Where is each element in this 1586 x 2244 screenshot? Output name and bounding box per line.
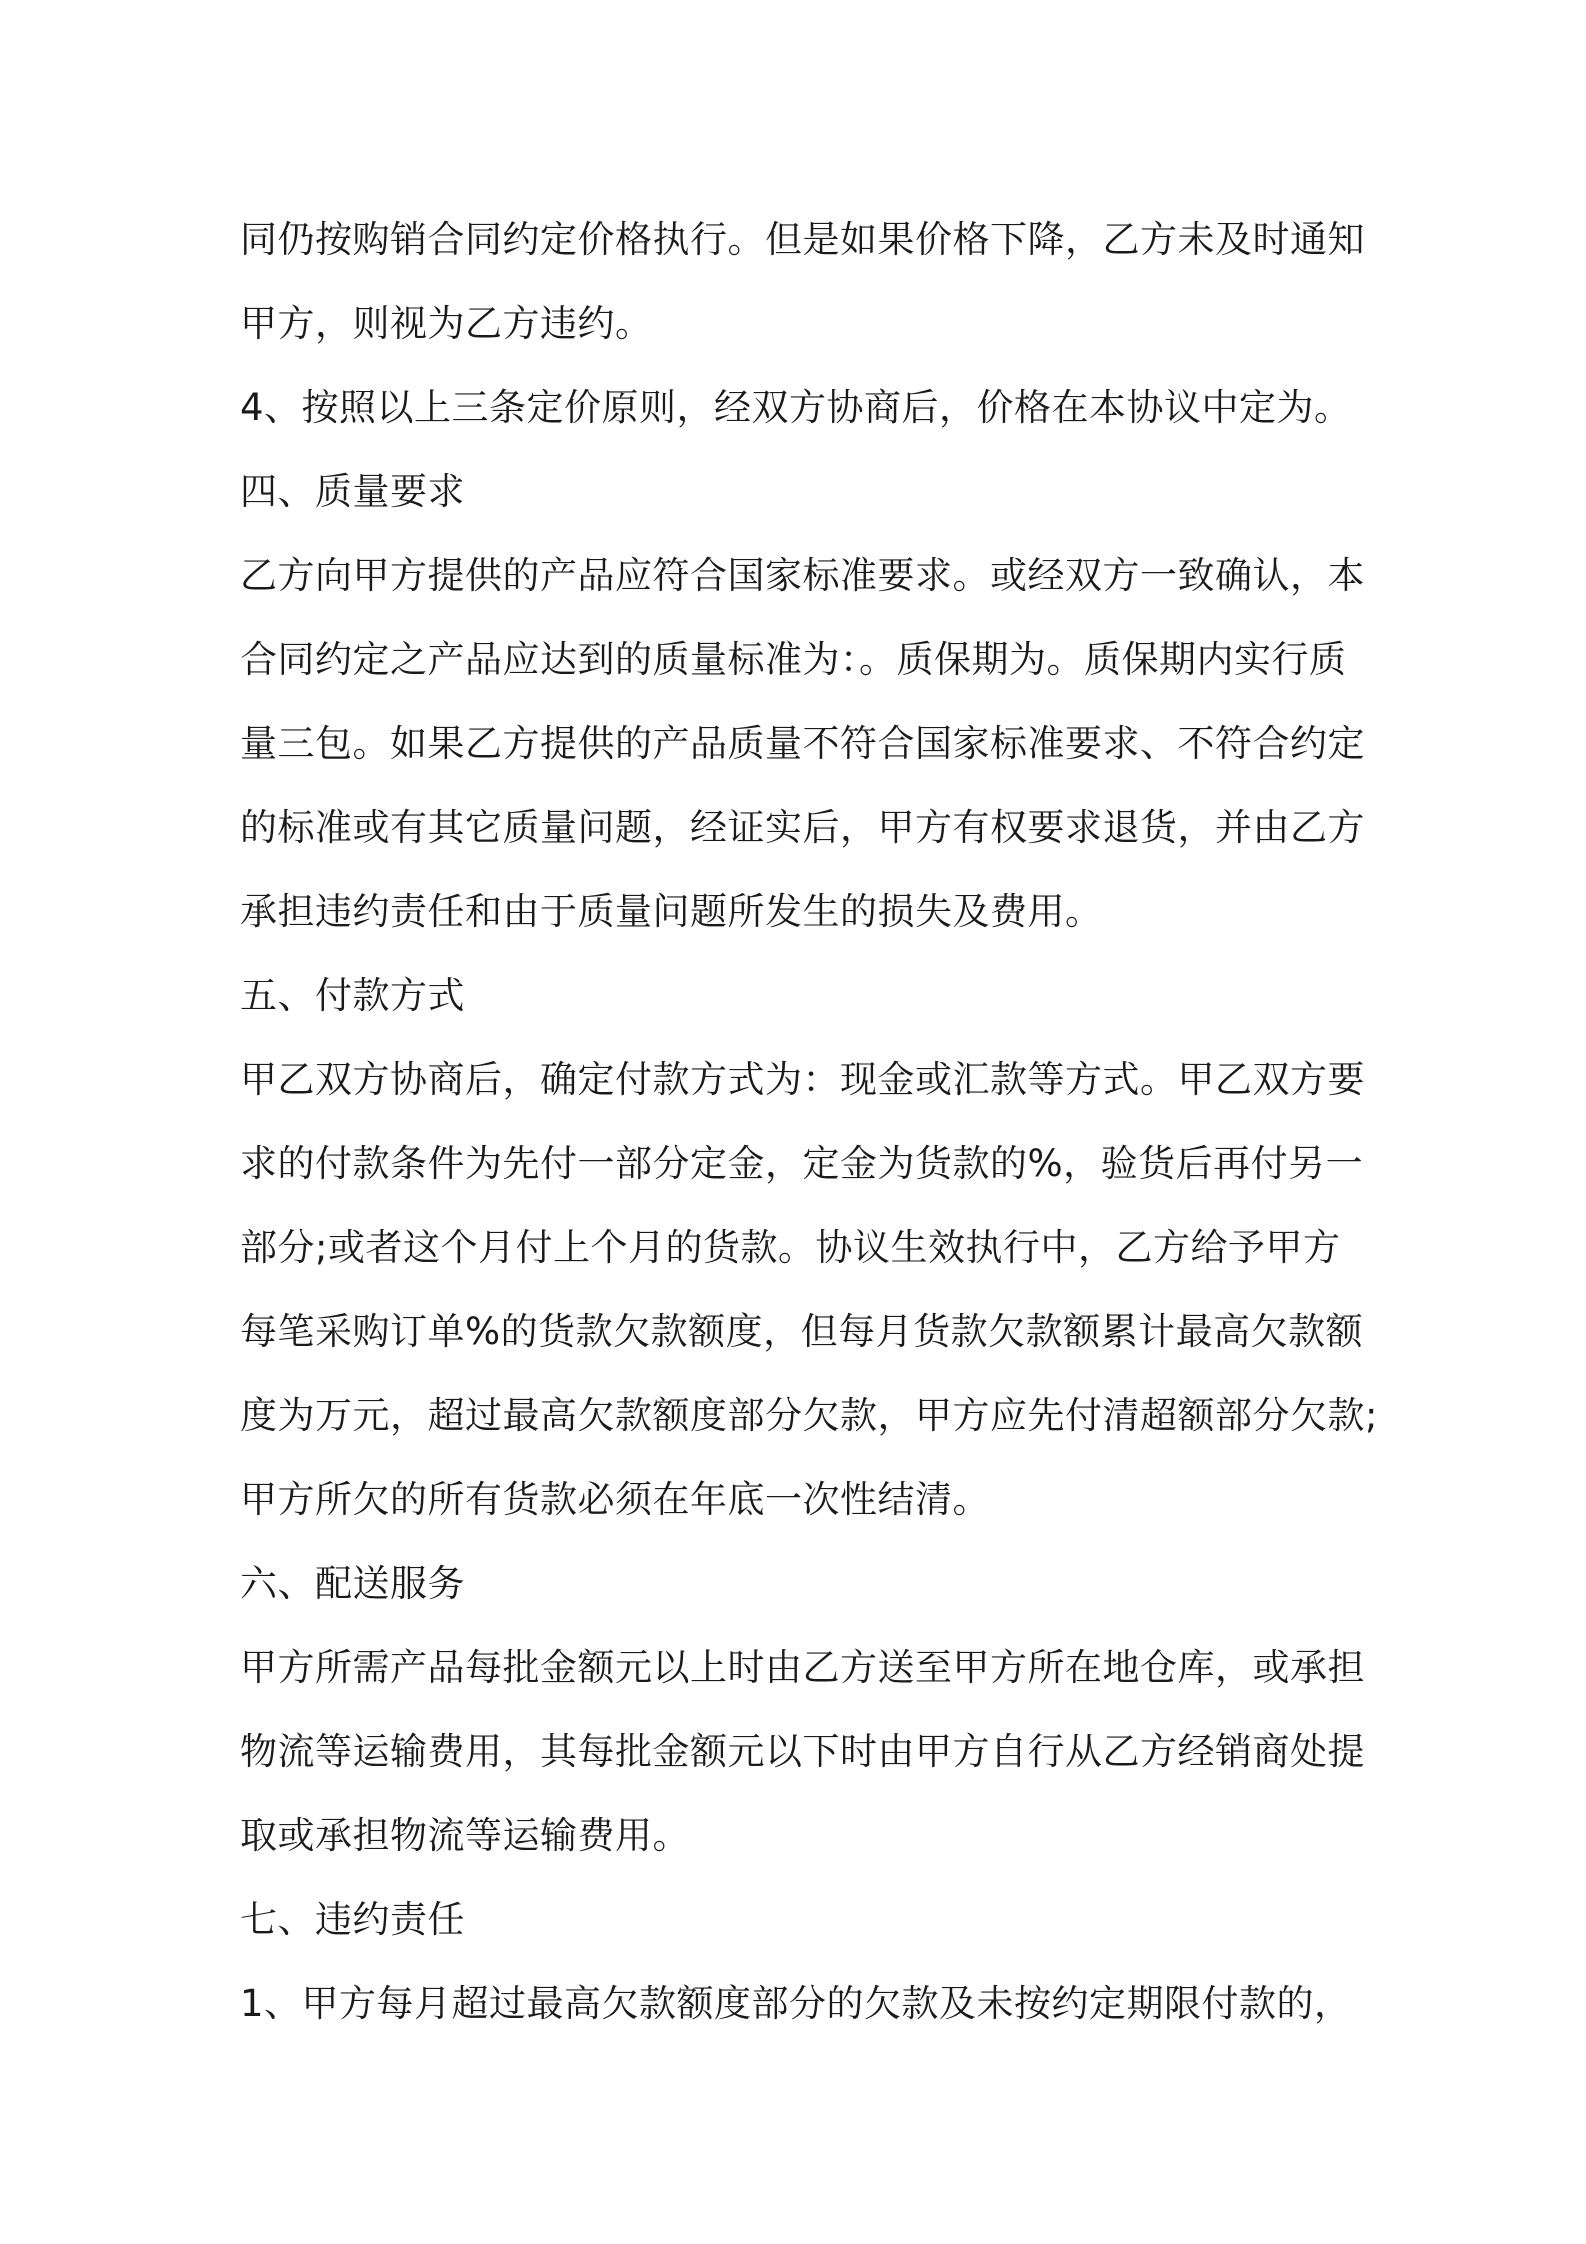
text-line: 甲方所欠的所有货款必须在年底一次性结清。 — [240, 1478, 990, 1521]
text-line: 甲方所需产品每批金额元以上时由乙方送至甲方所在地仓库，或承担 — [240, 1646, 1365, 1689]
text-line: 每笔采购订单%的货款欠款额度，但每月货款欠款额累计最高欠款额 — [240, 1310, 1364, 1353]
text-line: 求的付款条件为先付一部分定金，定金为货款的%，验货后再付另一 — [240, 1142, 1364, 1185]
text-line: 甲方，则视为乙方违约。 — [240, 302, 653, 345]
text-line: 1、甲方每月超过最高欠款额度部分的欠款及未按约定期限付款的， — [240, 1982, 1352, 2025]
document-body — [240, 198, 1378, 2046]
text-line: 物流等运输费用，其每批金额元以下时由甲方自行从乙方经销商处提 — [240, 1730, 1365, 1773]
text-line: 4、按照以上三条定价原则，经双方协商后，价格在本协议中定为。 — [240, 386, 1352, 429]
section-heading: 四、质量要求 — [240, 470, 465, 513]
text-line: 取或承担物流等运输费用。 — [240, 1814, 690, 1857]
section-heading: 五、付款方式 — [240, 974, 465, 1017]
section-heading: 七、违约责任 — [240, 1898, 465, 1941]
text-line: 甲乙双方协商后，确定付款方式为：现金或汇款等方式。甲乙双方要 — [240, 1058, 1365, 1101]
text-line: 的标准或有其它质量问题，经证实后，甲方有权要求退货，并由乙方 — [240, 806, 1365, 849]
text-line: 合同约定之产品应达到的质量标准为：。质保期为。质保期内实行质 — [240, 638, 1347, 681]
section-heading: 六、配送服务 — [240, 1562, 465, 1605]
text-line: 乙方向甲方提供的产品应符合国家标准要求。或经双方一致确认，本 — [240, 554, 1365, 597]
text-line: 承担违约责任和由于质量问题所发生的损失及费用。 — [240, 890, 1103, 933]
text-line: 同仍按购销合同约定价格执行。但是如果价格下降，乙方未及时通知 — [240, 218, 1365, 261]
text-line: 量三包。如果乙方提供的产品质量不符合国家标准要求、不符合约定 — [240, 722, 1365, 765]
text-line: 部分;或者这个月付上个月的货款。协议生效执行中，乙方给予甲方 — [240, 1226, 1341, 1269]
text-line: 度为万元，超过最高欠款额度部分欠款，甲方应先付清超额部分欠款; — [240, 1394, 1378, 1437]
